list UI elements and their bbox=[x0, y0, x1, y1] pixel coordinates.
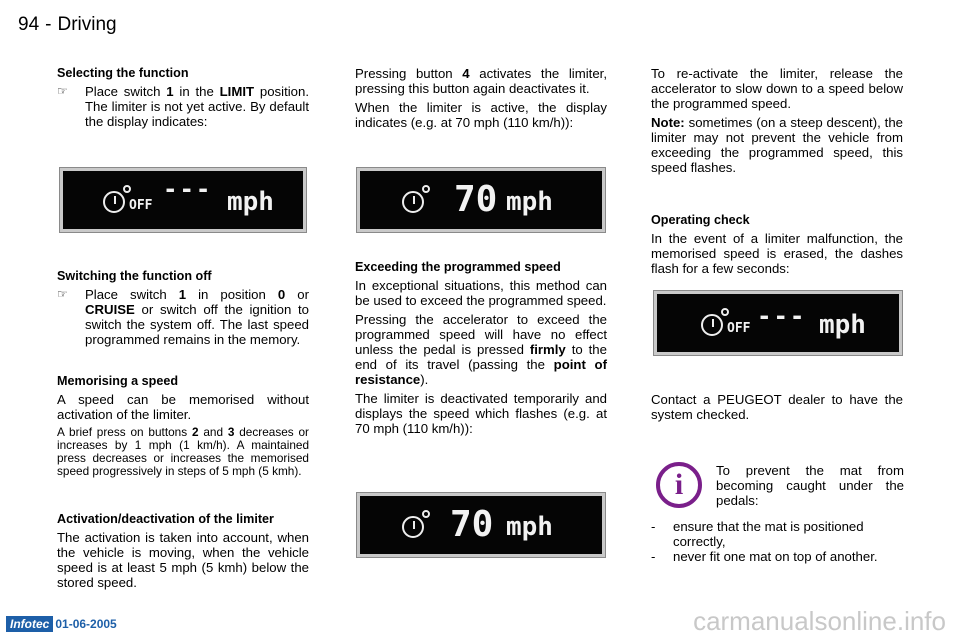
warning-mat: To prevent the mat from becoming caught under the pedals: bbox=[716, 463, 904, 508]
display-malfunction bbox=[654, 291, 902, 355]
section-title: Driving bbox=[57, 14, 117, 35]
paragraph-contact-dealer: Contact a PEUGEOT dealer to have the system checked. bbox=[651, 392, 903, 422]
heading-memorising-speed: Memorising a speed bbox=[57, 374, 179, 388]
heading-switching-off: Switching the function off bbox=[57, 269, 212, 283]
pointing-hand-icon: ☞ bbox=[57, 287, 68, 301]
column-2 bbox=[355, 66, 607, 440]
header-separator: - bbox=[45, 14, 52, 35]
pointing-hand-icon: ☞ bbox=[57, 84, 68, 98]
page-header bbox=[18, 14, 123, 36]
heading-operating-check: Operating check bbox=[651, 213, 750, 227]
unit-label: mph bbox=[506, 512, 553, 542]
paragraph-memorise: A speed can be memorised without activation of the limiter. bbox=[57, 392, 309, 422]
display-70-active bbox=[357, 168, 605, 232]
paragraph-buttons: A brief press on buttons 2 and 3 decreases or increases by 1 mph (1 km/h). A maintained press decreases or increases the memorised speed progressively in steps of 5 mph (5 kmh). bbox=[57, 425, 309, 478]
off-label: OFF bbox=[727, 321, 751, 336]
watermark: carmanualsonline.info bbox=[693, 606, 946, 636]
mat-instructions-list bbox=[651, 519, 906, 564]
paragraph-activation: The activation is taken into account, when the vehicle is moving, when the vehicle speed is at least 5 mph (5 kmh) below the stored speed. bbox=[57, 530, 309, 590]
paragraph-reactivate: To re-activate the limiter, release the accelerator to slow down to a speed below the programmed speed. bbox=[651, 66, 903, 111]
column-1 bbox=[57, 66, 309, 594]
limiter-icon bbox=[402, 191, 424, 213]
information-icon: i bbox=[656, 462, 702, 508]
bullet-switch-off: ☞ Place switch 1 in position 0 or CRUISE or switch off the ignition to switch the system off. The last speed programmed remains in the memory. bbox=[57, 287, 309, 347]
display-off-dashes bbox=[60, 168, 306, 232]
limiter-icon bbox=[402, 516, 424, 538]
infotec-logo: Infotec bbox=[6, 616, 53, 632]
paragraph-display-active: When the limiter is active, the display indicates (e.g. at 70 mph (110 km/h)): bbox=[355, 100, 607, 130]
bullet-select-limit: ☞ Place switch 1 in the LIMIT position. The limiter is not yet active. By default the display indicates: bbox=[57, 84, 309, 129]
speed-value: 70 bbox=[454, 179, 498, 220]
page-number: 94 bbox=[18, 14, 40, 35]
heading-activation: Activation/deactivation of the limiter bbox=[57, 512, 274, 526]
unit-label: mph bbox=[506, 187, 553, 217]
paragraph-malfunction: In the event of a limiter malfunction, the memorised speed is erased, the dashes flash for a few seconds: bbox=[651, 231, 903, 276]
speed-dashes: --- bbox=[163, 175, 213, 203]
off-label: OFF bbox=[129, 198, 153, 213]
limiter-icon bbox=[103, 191, 125, 213]
unit-label: mph bbox=[227, 187, 274, 217]
paragraph-exceptional: In exceptional situations, this method can be used to exceed the programmed speed. bbox=[355, 278, 607, 308]
heading-selecting-function: Selecting the function bbox=[57, 66, 189, 80]
paragraph-button-4: Pressing button 4 activates the limiter, pressing this button again deactivates it. bbox=[355, 66, 607, 96]
heading-exceeding: Exceeding the programmed speed bbox=[355, 260, 561, 274]
display-70-flashing bbox=[357, 493, 605, 557]
list-item: - ensure that the mat is positioned correctly, bbox=[651, 519, 864, 549]
footer bbox=[6, 617, 117, 631]
column-3 bbox=[651, 66, 903, 426]
unit-label: mph bbox=[819, 310, 866, 340]
speed-dashes-flashing: --- bbox=[757, 302, 807, 330]
speed-value-flashing: 70 bbox=[450, 504, 494, 545]
paragraph-accelerator: Pressing the accelerator to exceed the programmed speed will have no effect unless the pedal is pressed firmly to the end of its travel (passing the point of resistance). bbox=[355, 312, 607, 387]
paragraph-note: Note: sometimes (on a steep descent), the limiter may not prevent the vehicle from exceeding the programmed speed, this speed flashes. bbox=[651, 115, 903, 175]
paragraph-deactivated: The limiter is deactivated temporarily and displays the speed which flashes (e.g. at 70 mph (110 km/h)): bbox=[355, 391, 607, 436]
limiter-icon bbox=[701, 314, 723, 336]
footer-date: 01-06-2005 bbox=[55, 617, 117, 631]
list-item: - never fit one mat on top of another. bbox=[651, 549, 878, 564]
